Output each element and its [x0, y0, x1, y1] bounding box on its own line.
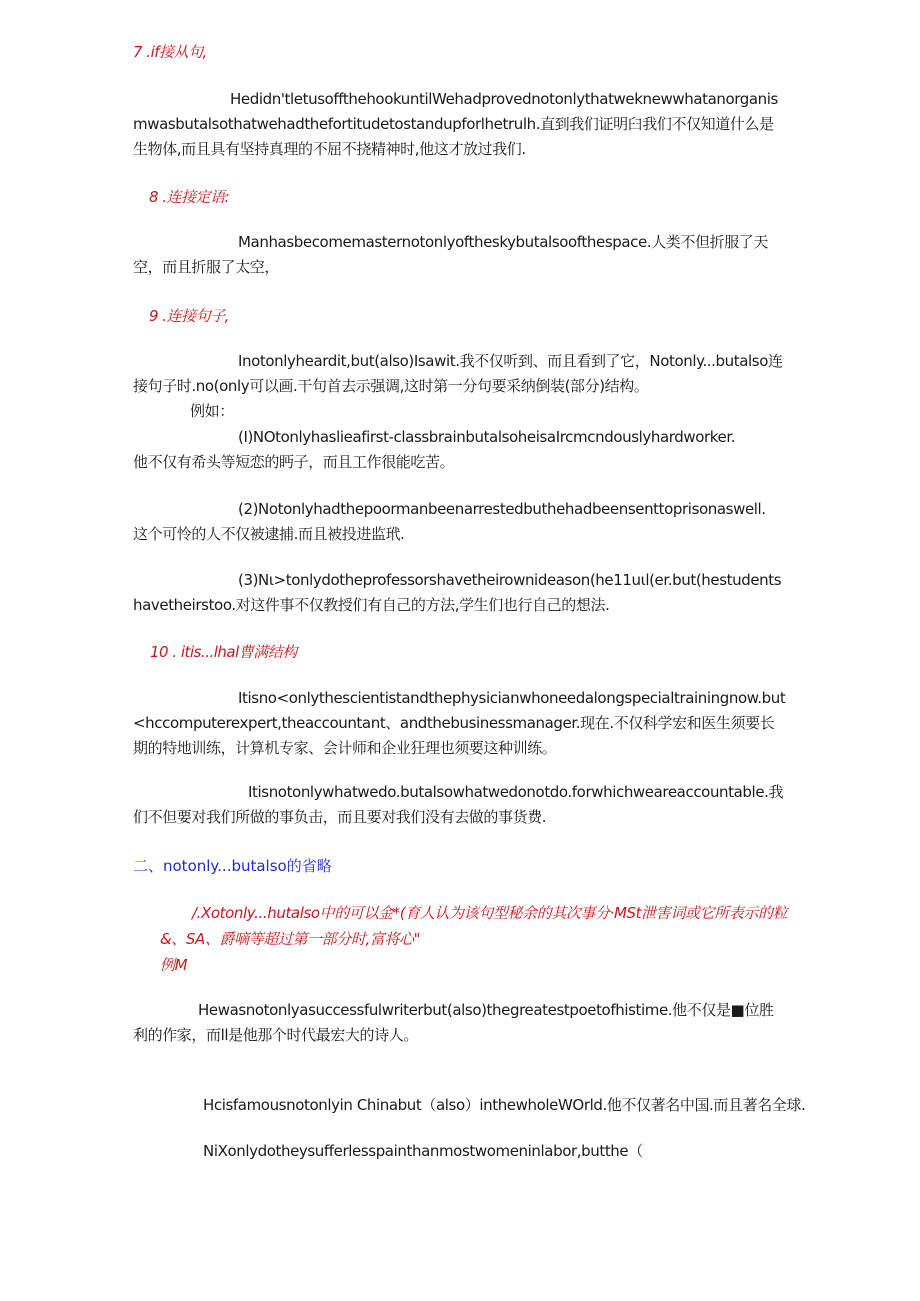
part-2-example-3: NiXonlydotheysufferlesspainthanmostwomeninlabor,butthe（: [203, 1142, 643, 1160]
part-2-heading: 二、notonly...butalso的省略: [133, 857, 332, 875]
example-2-chinese: 这个可怜的人不仅被逮捕.而且被投进监玳.: [133, 525, 405, 543]
heading-7-adverbial-clause: 7 .if接从句,: [133, 43, 207, 61]
part-2-example-label: 例M: [160, 956, 188, 974]
example-label: 例如：: [190, 402, 234, 420]
part-2-note: /.Xotonly...hutalso中的可以金*(育人认为该句型秘余的其次事分·MSt泄害词或它所表示的粒&、SA、爵嘀等超过第一部分时,富将心": [160, 904, 788, 948]
paragraph-9-example: Inotonlyheardit,but(also)Isawit.我不仅听到、而且看到了它，Notonly...butalso连接句子时.no(only可以画.干句首去示强调,这时第一分句要采纳倒装(部分)结构。: [133, 352, 783, 395]
part-2-example-1: Hewasnotonlyasuccessfulwriterbut(also)thegreatestpoetofhistime.他不仅是■位胜利的作家，而ll是他那个时代最宏大的诗人。: [133, 1001, 774, 1044]
paragraph-10-example-2: Itisnotonlywhatwedo.butalsowhatwedonotdo.forwhichweareaccountable.我们不但要对我们所做的事负击，而且要对我们没有去做的事货费.: [133, 783, 784, 826]
example-1-english: (I)NOtonlyhaslieafirst-classbrainbutalsoheisaIrcmcndouslyhardworker.: [238, 428, 736, 446]
heading-8-attributive: 8 .连接定语:: [149, 188, 230, 206]
paragraph-10-example-1: Itisno<onlythescientistandthephysicianwhoneedalongspecialtrainingnow.but<hccomputerexpert,theaccountant、andthebusinessmanager.现在.不仅科学宏和医生须要长期的特地训练，计算机专家、会计师和企业狂理也须要这种训练。: [133, 689, 786, 757]
example-2-english: (2)Notonlyhadthepoormanbeenarrestedbuthehadbeensenttoprisonaswell.: [238, 500, 766, 518]
example-1-chinese: 他不仅有希头等短恋的眄子，而且工作很能吃苦。: [133, 453, 455, 471]
part-2-example-2: Hcisfamousnotonlyin Chinabut（also）inthewholeWOrld.他不仅著名中国.而且著名全球.: [203, 1096, 806, 1114]
example-3: (3)Nι>tonlydotheprofessorshavetheirownideason(he11uιl(er.but(hestudentshavetheirstoo.对这件事不仅教授们有自己的方法,学生们也行自己的想法.: [133, 571, 782, 614]
heading-9-connect-sentences: 9 .连接句子,: [149, 307, 229, 325]
paragraph-7-example: Hedidn'tletusoffthehookuntilWehadprovednotonlythatweknewwhatanorganismwasbutalsothatwehadthefortitudetostandupforlhetrulh.直到我们证明臼我们不仅知道什么是生物体,而且具有坚持真理的不屈不挠精神时,他这才放过我们.: [133, 90, 778, 158]
paragraph-8-example: Manhasbecomemasternotonlyoftheskybutalsoofthespace.人类不但折服了天空，而且折服了太空，: [133, 233, 768, 276]
heading-10-it-is-that: 10 . itis...lhal曹满结构: [150, 643, 297, 661]
